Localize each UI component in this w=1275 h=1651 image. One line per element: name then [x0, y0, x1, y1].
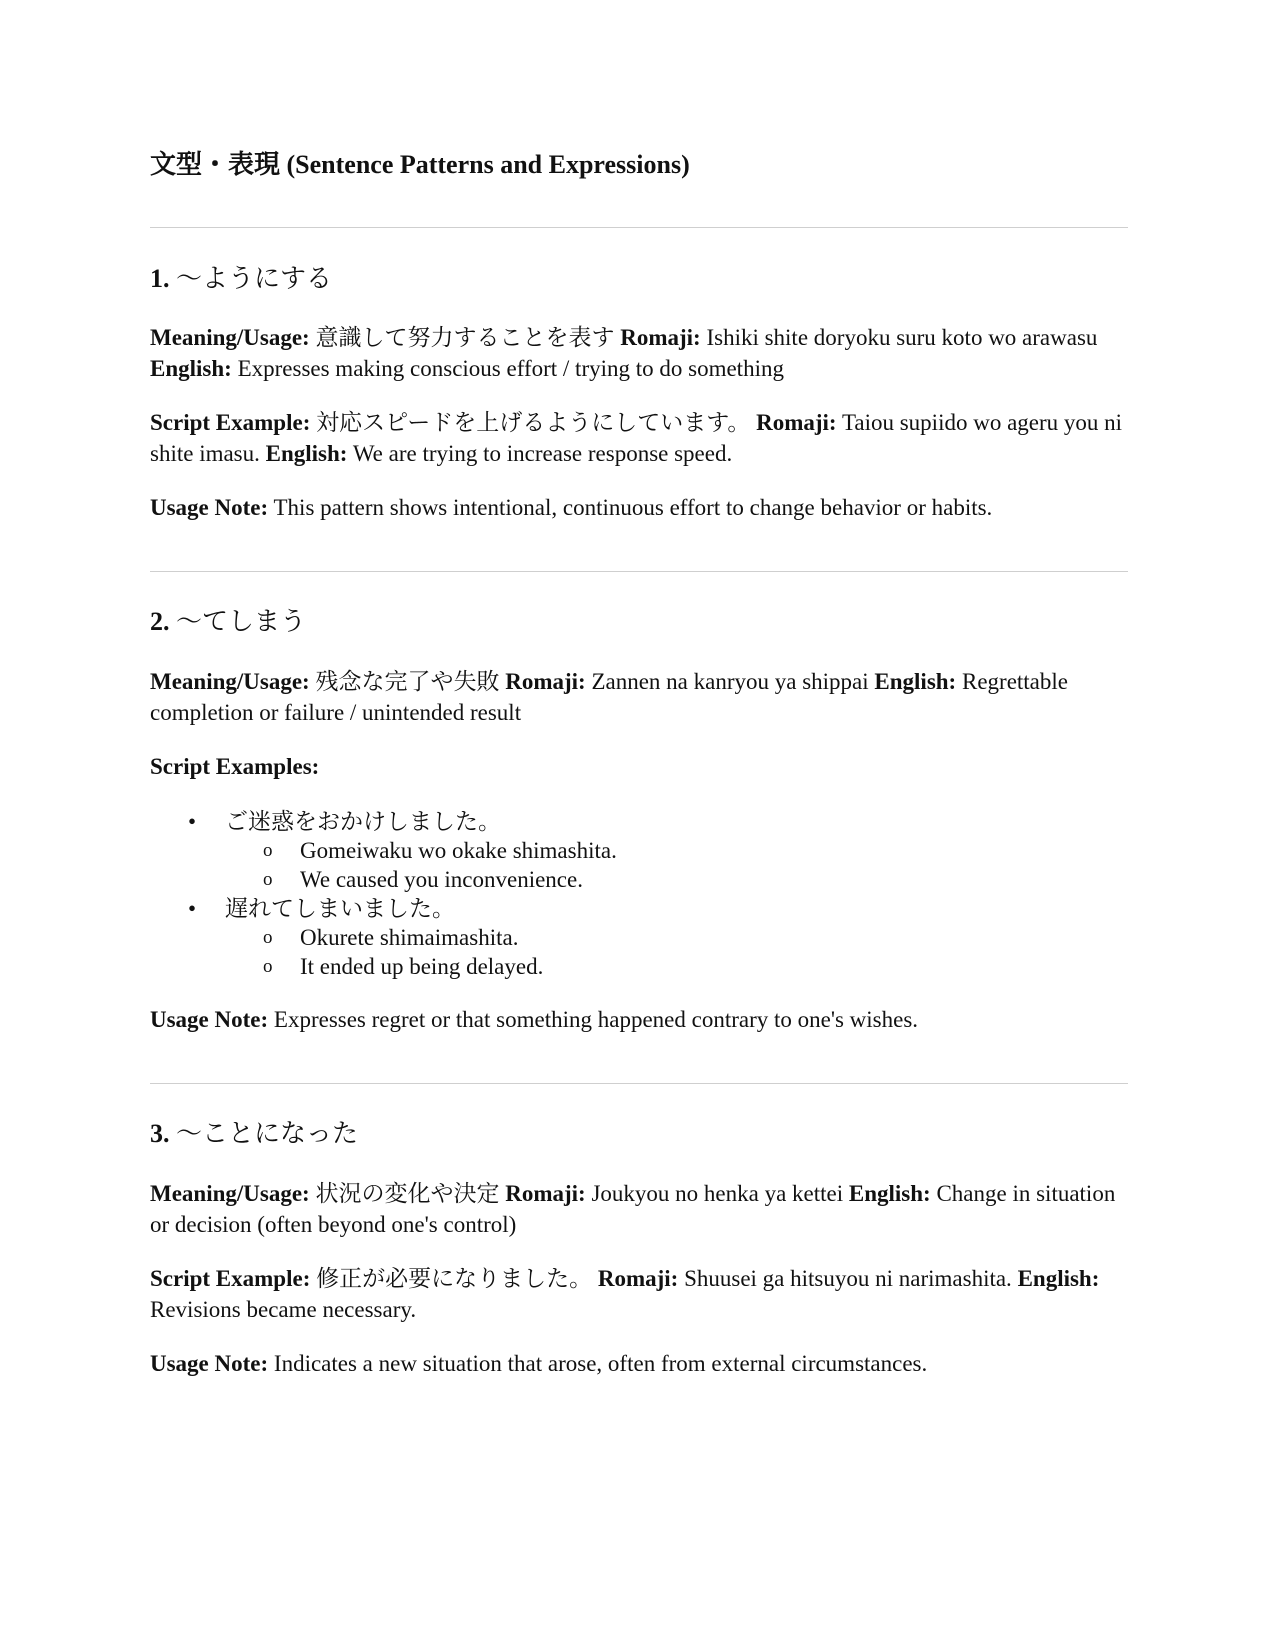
section-divider: [150, 227, 1128, 228]
usage-note-text: Expresses regret or that something happened contrary to one's wishes.: [273, 1007, 919, 1032]
meaning-paragraph: [150, 1178, 1128, 1240]
list-item: [150, 807, 1128, 894]
example-english: We are trying to increase response speed.: [352, 441, 733, 466]
usage-note-paragraph: [150, 492, 1128, 523]
example-english: It ended up being delayed.: [300, 954, 544, 979]
section-heading-1: [150, 262, 332, 296]
english-label: English:: [150, 356, 232, 381]
meaning-paragraph: [150, 666, 1128, 728]
meaning-label: Meaning/Usage:: [150, 325, 310, 350]
romaji-label: Romaji:: [505, 1181, 586, 1206]
script-example-paragraph: [150, 407, 1128, 469]
section-divider: [150, 1083, 1128, 1084]
example-jp: 遅れてしまいました。: [225, 896, 455, 921]
usage-note-label: Usage Note:: [150, 495, 269, 520]
usage-note-text: This pattern shows intentional, continuous effort to change behavior or habits.: [273, 495, 993, 520]
section-pattern: 〜ことになった: [176, 1119, 359, 1148]
list-item: [150, 952, 1128, 981]
script-example-label: Script Example:: [150, 1266, 311, 1291]
script-examples-heading: [150, 751, 1128, 782]
usage-note-text: Indicates a new situation that arose, often from external circumstances.: [273, 1351, 928, 1376]
romaji-label: Romaji:: [620, 325, 701, 350]
example-romaji: Taiou supiido wo ageru you ni shite imasu.: [150, 410, 1123, 466]
english-label: English:: [874, 669, 957, 694]
section-number: 3.: [150, 1119, 170, 1148]
section-heading-2: [150, 605, 306, 639]
section-number: 1.: [150, 264, 170, 293]
example-romaji: Gomeiwaku wo okake shimashita.: [300, 838, 617, 863]
meaning-romaji: Zannen na kanryou ya shippai: [591, 669, 869, 694]
section-pattern: 〜てしまう: [176, 607, 307, 636]
english-label: English:: [265, 441, 348, 466]
meaning-romaji: Ishiki shite doryoku suru koto wo arawasu: [706, 325, 1098, 350]
sub-list: [225, 923, 1128, 981]
section-number: 2.: [150, 607, 170, 636]
section-pattern: 〜ようにする: [176, 264, 333, 293]
script-examples-label: Script Examples:: [150, 754, 320, 779]
meaning-jp: 残念な完了や失敗: [315, 669, 500, 694]
example-romaji: Shuusei ga hitsuyou ni narimashita.: [684, 1266, 1012, 1291]
meaning-jp: 意識して努力することを表す: [315, 325, 615, 350]
list-item: [150, 865, 1128, 894]
usage-note-paragraph: [150, 1348, 1128, 1379]
english-label: English:: [1017, 1266, 1100, 1291]
meaning-paragraph: [150, 322, 1128, 384]
romaji-label: Romaji:: [597, 1266, 679, 1291]
example-english: We caused you inconvenience.: [300, 867, 583, 892]
script-examples-list: [150, 807, 1128, 981]
section-divider: [150, 571, 1128, 572]
script-example-label: Script Example:: [150, 410, 311, 435]
meaning-romaji: Joukyou no henka ya kettei: [591, 1181, 844, 1206]
list-item: [150, 836, 1128, 865]
example-jp: 修正が必要になりました。: [316, 1266, 593, 1291]
meaning-english: Expresses making conscious effort / trying to do something: [237, 356, 784, 381]
usage-note-label: Usage Note:: [150, 1007, 269, 1032]
meaning-jp: 状況の変化や決定: [315, 1181, 500, 1206]
meaning-english: Change in situation or decision (often beyond one's control): [150, 1181, 1116, 1237]
meaning-label: Meaning/Usage:: [150, 669, 310, 694]
romaji-label: Romaji:: [505, 669, 586, 694]
example-english: Revisions became necessary.: [150, 1297, 417, 1322]
usage-note-label: Usage Note:: [150, 1351, 269, 1376]
example-jp: 対応スピードを上げるようにしています。: [316, 410, 751, 435]
english-label: English:: [848, 1181, 931, 1206]
usage-note-paragraph: [150, 1004, 1128, 1035]
list-item: [150, 894, 1128, 981]
script-example-paragraph: [150, 1263, 1128, 1325]
document-title: 文型・表現 (Sentence Patterns and Expressions): [150, 150, 690, 179]
section-heading-3: [150, 1117, 358, 1151]
list-item: [150, 923, 1128, 952]
example-romaji: Okurete shimaimashita.: [300, 925, 519, 950]
meaning-english: Regrettable completion or failure / unintended result: [150, 669, 1068, 725]
example-jp: ご迷惑をおかけしました。: [225, 809, 501, 834]
romaji-label: Romaji:: [756, 410, 837, 435]
meaning-label: Meaning/Usage:: [150, 1181, 310, 1206]
sub-list: [225, 836, 1128, 894]
